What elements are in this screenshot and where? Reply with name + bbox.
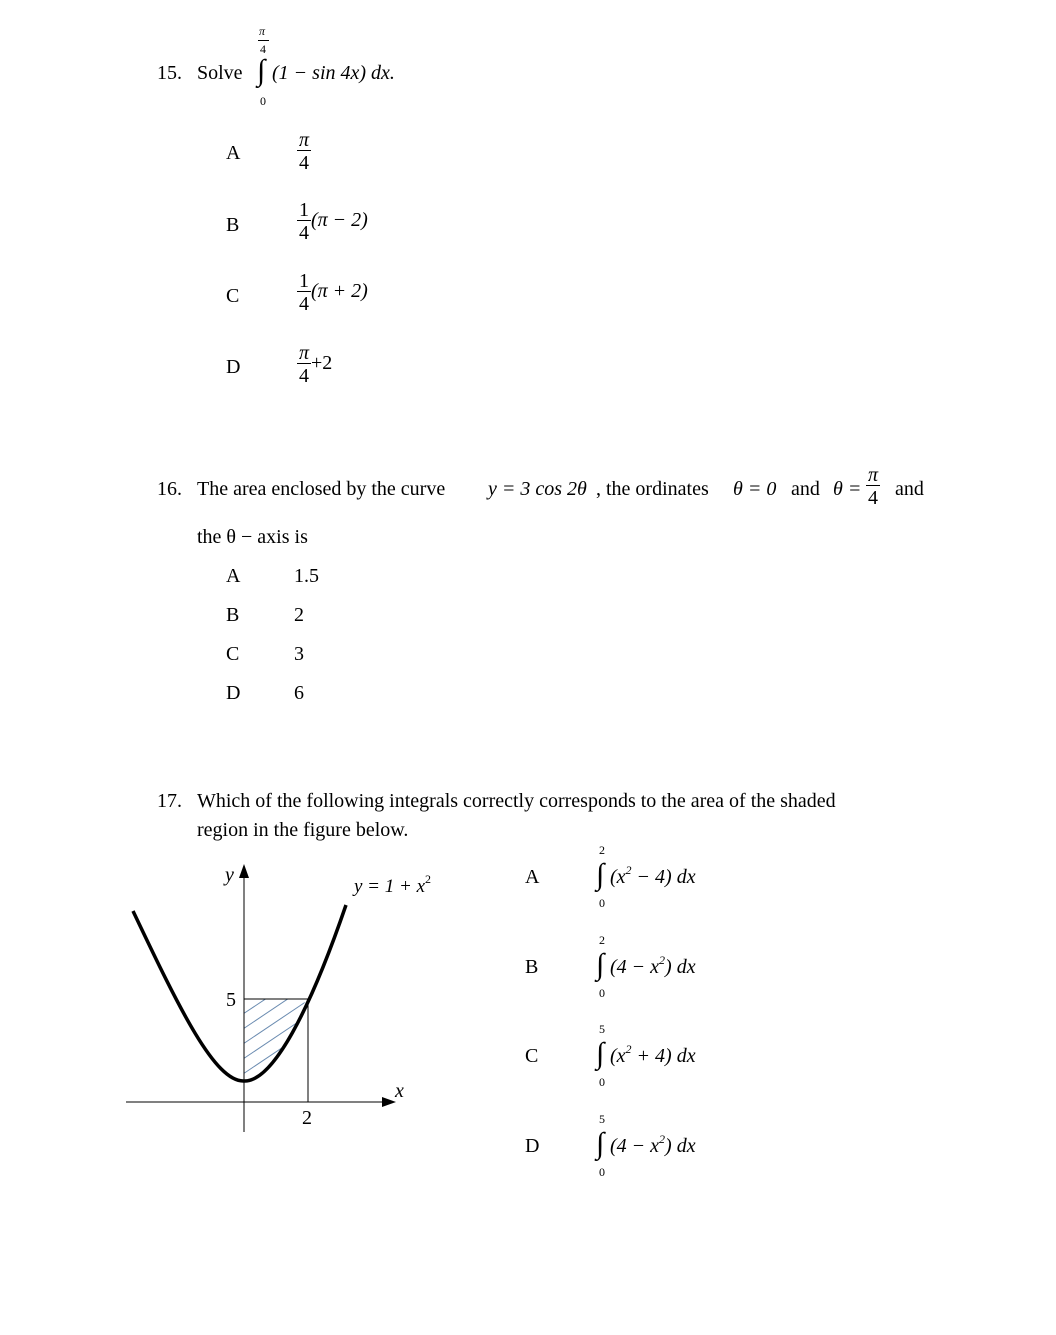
hatch-line	[240, 976, 300, 1016]
q15-number: 15.	[157, 62, 182, 84]
q17-option-a-integral: ∫	[596, 858, 605, 891]
q17-option-d-integrand: $(4 - x^2)$ dx	[610, 1132, 696, 1157]
q16-curve: y = 3 cos 2θ	[488, 478, 587, 500]
q16-option-b-value: 2	[294, 604, 304, 626]
shaded-region	[240, 976, 310, 1091]
q15-option-b-value: $\frac{1}{4}$ (π − 2)	[299, 199, 368, 244]
q16-and-1: and	[791, 478, 820, 500]
q17-option-b-integrand: $(4 - x^2)$ dx	[610, 953, 696, 978]
graph-y-tick-5: 5	[226, 989, 236, 1011]
q17-option-b-lower: 0	[599, 986, 605, 1000]
q15-lower-limit: 0	[260, 94, 266, 108]
q16-option-d-letter: D	[226, 682, 241, 704]
q17-option-b-integral: ∫	[596, 948, 605, 981]
q16-line-2: the θ − axis is	[197, 526, 308, 548]
x-axis-arrow	[382, 1097, 396, 1107]
q17-option-c-integral: ∫	[596, 1037, 605, 1070]
q15-prompt: Solve	[197, 62, 243, 84]
q17-option-d-letter: D	[525, 1135, 540, 1157]
q16-option-a-letter: A	[226, 565, 241, 587]
q17-option-a-upper: 2	[599, 843, 605, 857]
graph-y-label: y	[225, 864, 234, 886]
q16-option-c-letter: C	[226, 643, 240, 665]
q16-option-c-value: 3	[294, 643, 304, 665]
q17-option-a-letter: A	[525, 866, 540, 888]
q15-option-c-letter: C	[226, 285, 240, 307]
q17-option-b-upper: 2	[599, 933, 605, 947]
q17-option-a-integrand: $(x^2 - 4)$ dx	[610, 863, 696, 888]
q17-option-d-lower: 0	[599, 1165, 605, 1179]
q16-ordinate-2-lhs: θ =	[833, 478, 862, 500]
q15-option-c-value: $\frac{1}{4}$ (π + 2)	[299, 270, 368, 315]
q16-ordinate-2-frac: $\frac{\pi}{4}$	[868, 464, 879, 509]
q16-option-d-value: 6	[294, 682, 304, 704]
q17-line-2: region in the figure below.	[197, 819, 409, 841]
q16-text-1: The area enclosed by the curve	[197, 478, 446, 500]
q17-option-d-upper: 5	[599, 1112, 605, 1126]
hatch-line	[240, 1029, 310, 1076]
q17-option-c-lower: 0	[599, 1075, 605, 1089]
q17-option-b-letter: B	[525, 956, 539, 978]
q16-ordinate-1: θ = 0	[733, 478, 777, 500]
q17-line-1: Which of the following integrals correctly corresponds to the area of the shaded	[197, 790, 836, 812]
q16-and-2: and	[895, 478, 924, 500]
graph-x-tick-2: 2	[302, 1107, 312, 1129]
q15-option-d-letter: D	[226, 356, 241, 378]
q15-option-d-value: $\frac{\pi}{4}$ +2	[299, 342, 333, 387]
q17-option-c-upper: 5	[599, 1022, 605, 1036]
q15-option-a-value: $\frac{\pi}{4}$	[299, 129, 310, 174]
q15-option-b-letter: B	[226, 214, 240, 236]
graph-x-label: x	[395, 1080, 404, 1102]
q15-integral-sign: ∫	[257, 54, 266, 87]
q17-option-a-lower: 0	[599, 896, 605, 910]
q15-option-a-letter: A	[226, 142, 241, 164]
q16-text-2: , the ordinates	[596, 478, 709, 500]
q16-number: 16.	[157, 478, 182, 500]
q15-upper-limit-num: π	[259, 24, 266, 38]
hatch-line	[240, 984, 310, 1031]
q16-option-b-letter: B	[226, 604, 240, 626]
q17-option-d-integral: ∫	[596, 1127, 605, 1160]
y-axis-arrow	[239, 864, 249, 878]
hatch-line	[240, 1044, 310, 1091]
graph-curve-label: $y = 1 + x^2$	[354, 872, 432, 897]
q15-integrand: (1 − sin 4x) dx.	[272, 62, 395, 84]
q17-option-c-integrand: $(x^2 + 4)$ dx	[610, 1042, 696, 1067]
q17-option-c-letter: C	[525, 1045, 539, 1067]
q15-upper-limit-den: 4	[260, 42, 266, 56]
parabola-curve	[133, 905, 346, 1081]
q17-number: 17.	[157, 790, 182, 812]
q16-option-a-value: 1.5	[294, 565, 319, 587]
